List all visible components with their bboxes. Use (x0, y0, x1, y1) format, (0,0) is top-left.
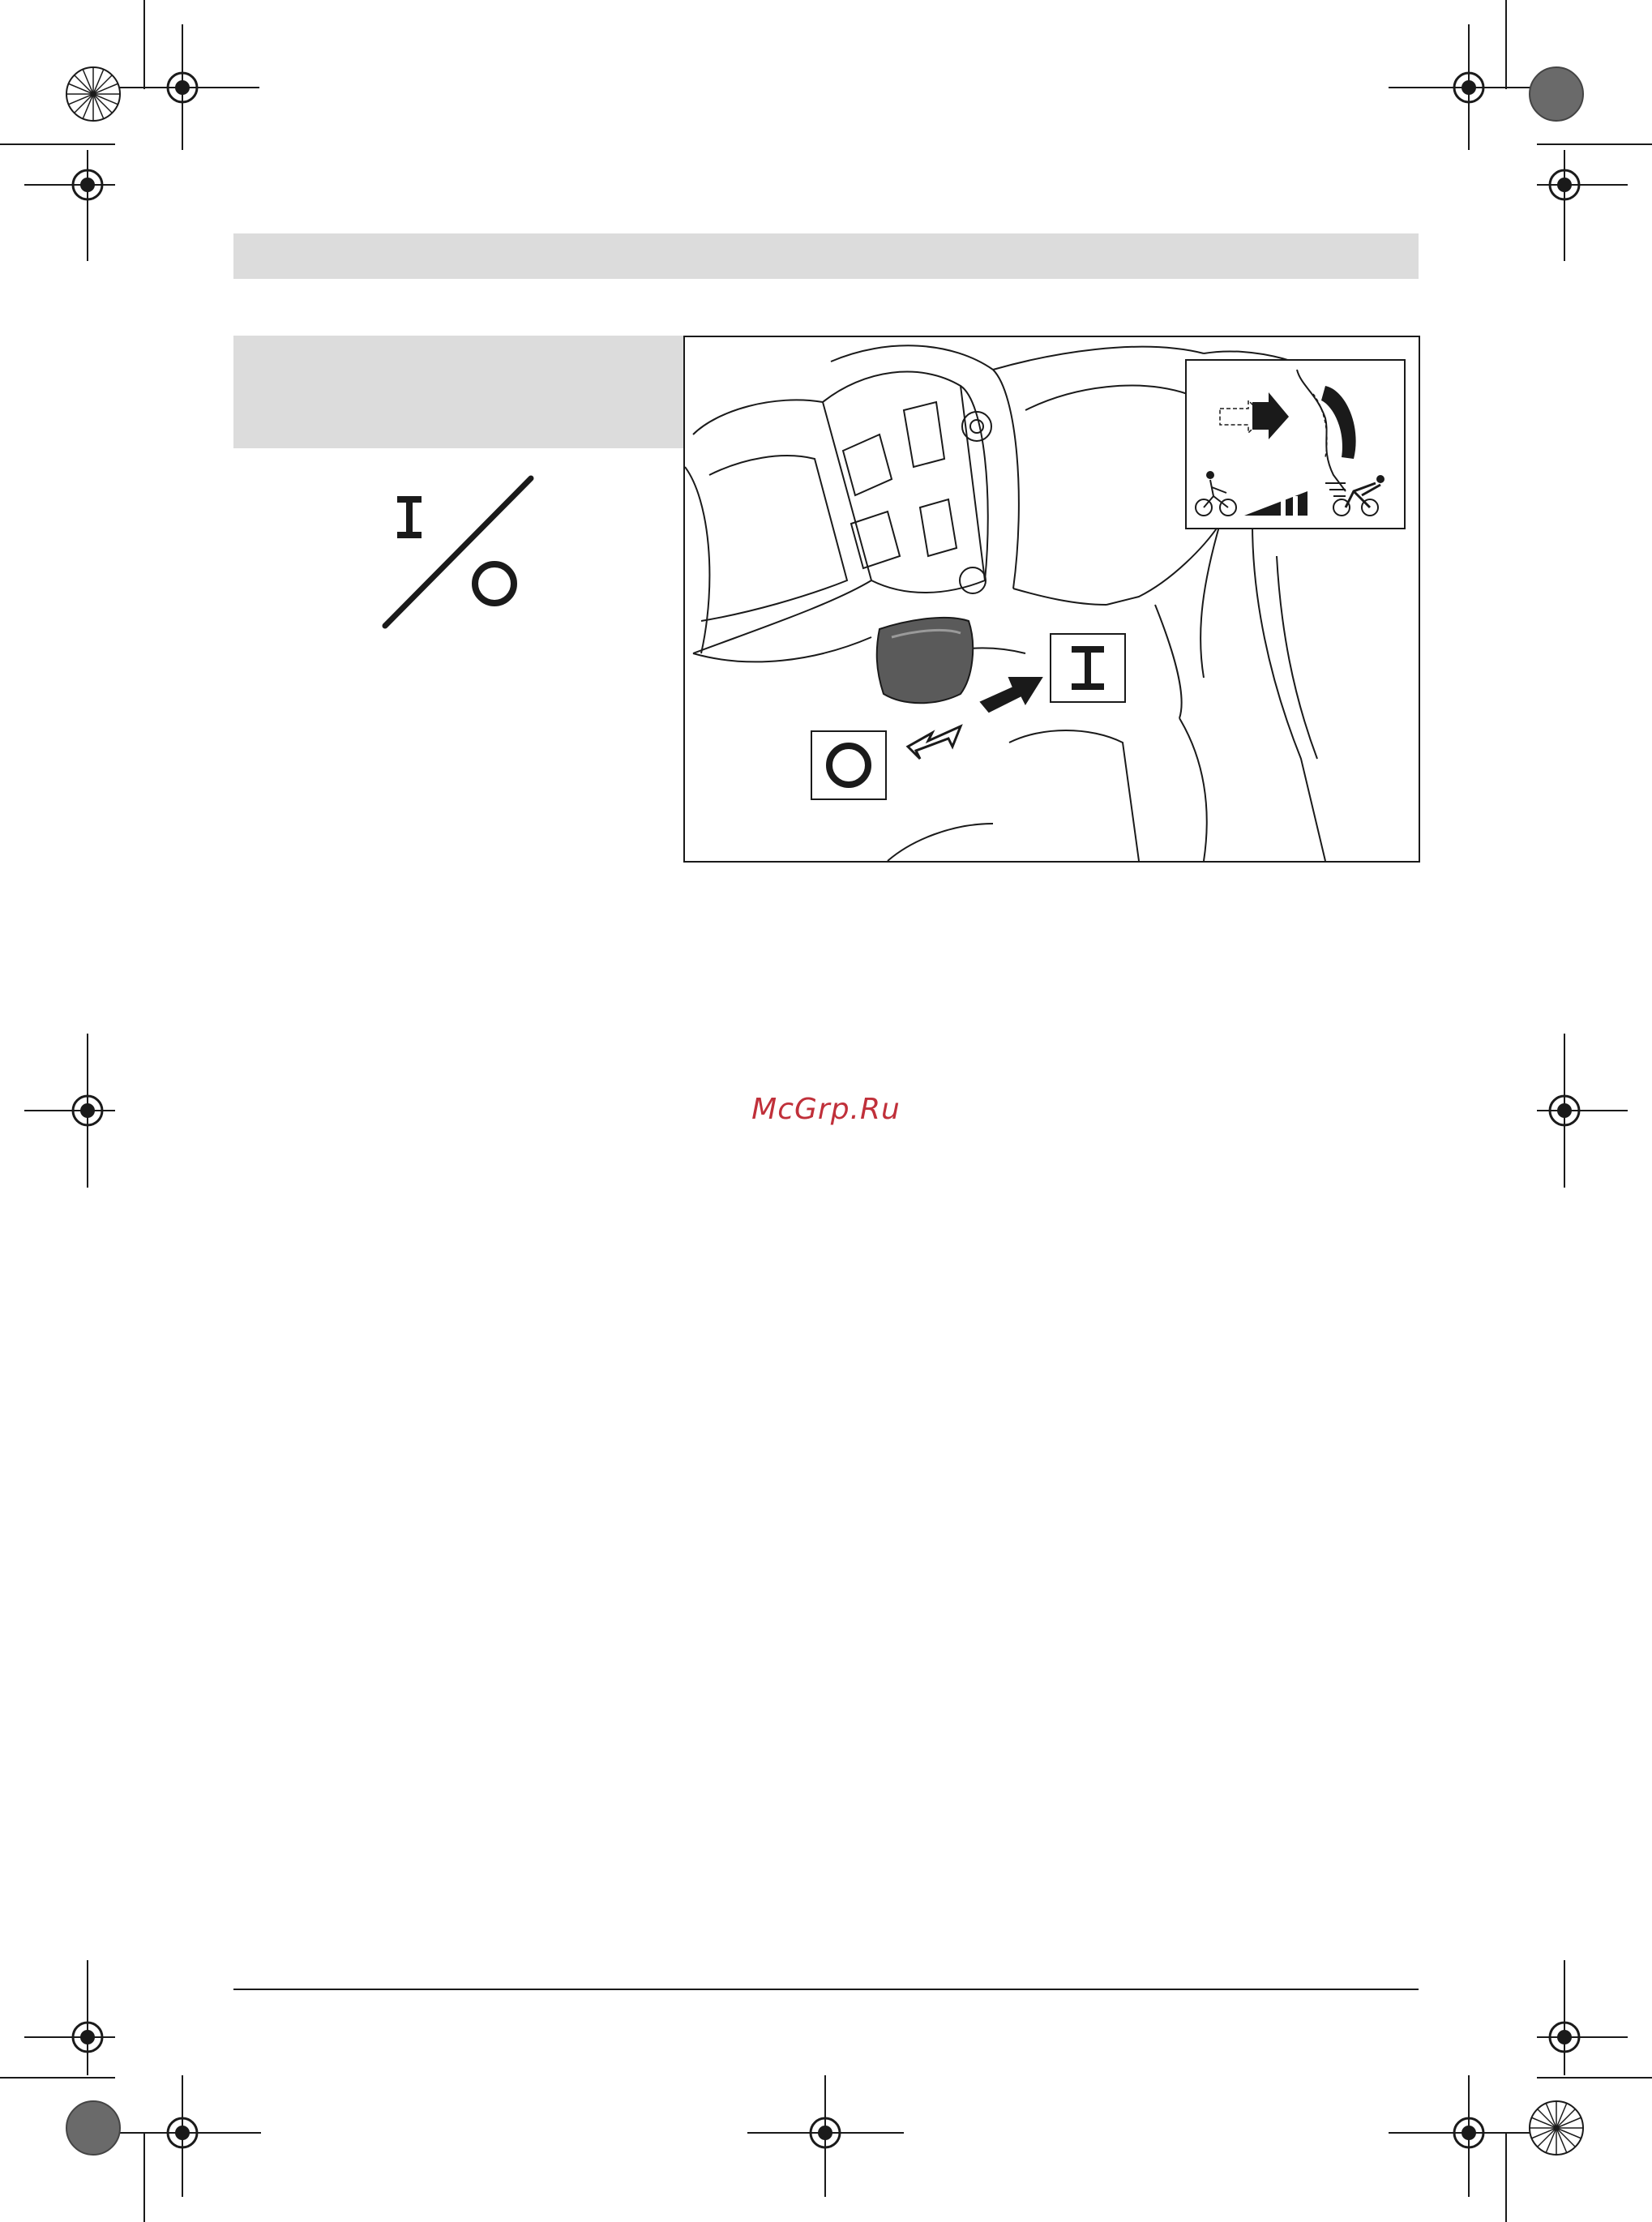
release-arrow-icon (908, 726, 961, 759)
push-arrow-icon (981, 678, 1042, 712)
speed-control-inset-icon (1186, 360, 1405, 529)
off-position-label (811, 730, 887, 800)
on-off-symbol-icon (373, 470, 543, 632)
off-symbol-icon (812, 732, 885, 798)
watermark-text: McGrp.Ru (751, 1093, 901, 1126)
section-heading-band (233, 336, 683, 448)
drill-switch-illustration (685, 337, 1419, 861)
footer-rule (233, 1989, 1419, 1990)
on-position-label (1050, 633, 1126, 703)
header-band (233, 233, 1419, 279)
drill-figure (683, 336, 1420, 863)
on-symbol-icon (1051, 635, 1124, 701)
